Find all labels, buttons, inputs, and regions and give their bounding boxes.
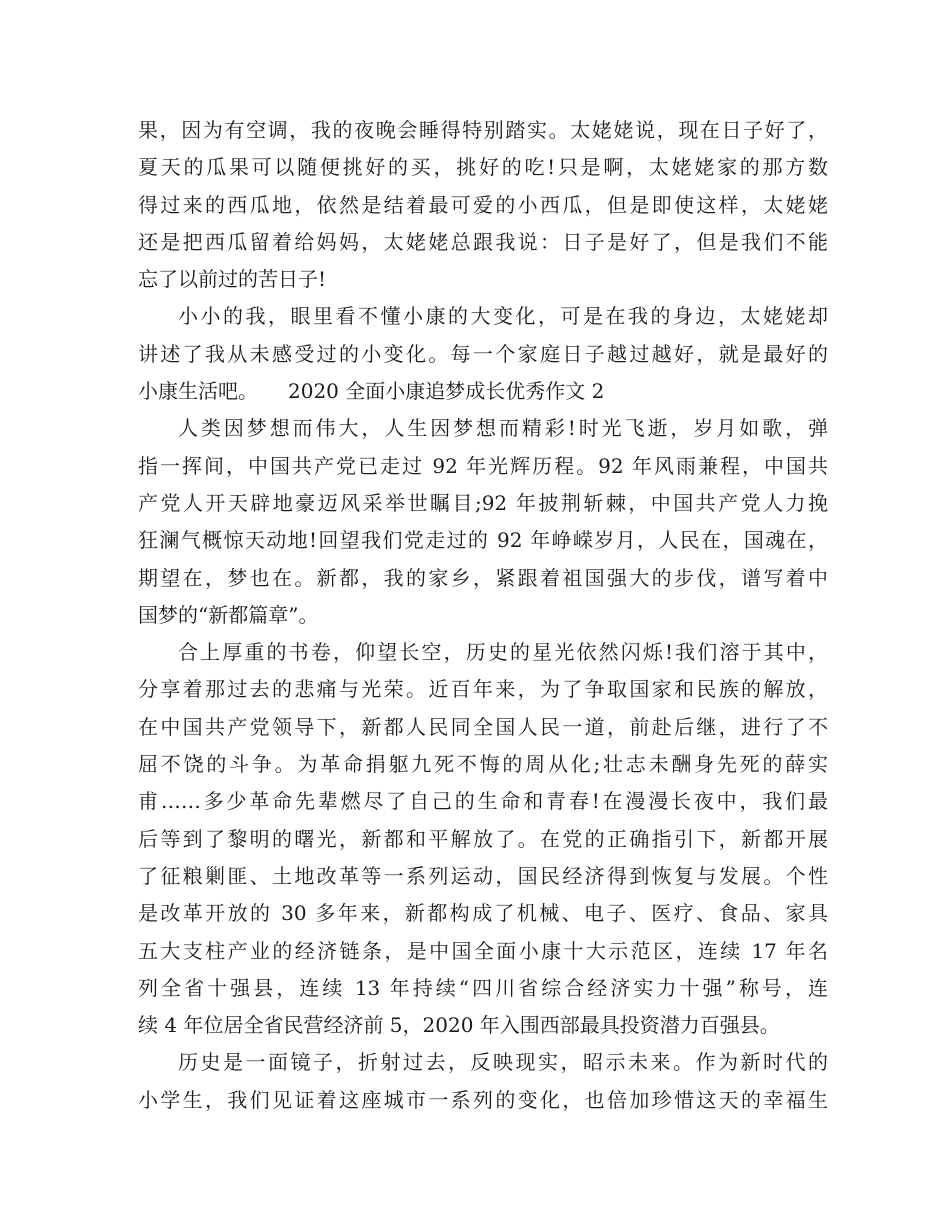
text-line: 甫……多少革命先辈燃尽了自己的生命和青春!在漫漫长夜中，我们最 [138, 789, 828, 814]
text-line: 屈不饶的斗争。为革命捐躯九死不悔的周从化;壮志未酬身先死的薛实 [138, 752, 828, 777]
text-line: 小小的我，眼里看不懂小康的大变化，可是在我的身边，太姥姥却 [178, 304, 828, 329]
text-line: 了征粮剿匪、土地改革等一系列运动，国民经济得到恢复与发展。个性 [138, 863, 828, 888]
text-line: 狂澜气概惊天动地!回望我们党走过的 92 年峥嵘岁月，人民在，国魂在， [138, 528, 828, 553]
text-line: 合上厚重的书卷，仰望长空，历史的星光依然闪烁!我们溶于其中， [178, 640, 828, 665]
document-body-text [138, 112, 828, 1119]
text-line: 小学生，我们见证着这座城市一系列的变化，也倍加珍惜这天的幸福生 [138, 1087, 828, 1112]
text-line: 国梦的“新都篇章”。 [138, 602, 319, 627]
text-line: 夏天的瓜果可以随便挑好的买，挑好的吃!只是啊，太姥姥家的那方数 [138, 155, 828, 180]
text-line: 在中国共产党领导下，新都人民同全国人民一道，前赴后继，进行了不 [138, 714, 828, 739]
text-line: 期望在，梦也在。新都，我的家乡，紧跟着祖国强大的步伐，谱写着中 [138, 565, 828, 590]
text-line: 果，因为有空调，我的夜晚会睡得特别踏实。太姥姥说，现在日子好了， [138, 118, 828, 142]
text-line: 指一挥间，中国共产党已走过 92 年光辉历程。92 年风雨兼程，中国共 [138, 453, 828, 478]
text-line: 后等到了黎明的曙光，新都和平解放了。在党的正确指引下，新都开展 [138, 826, 828, 851]
text-line: 讲述了我从未感受过的小变化。每一个家庭日子越过越好，就是最好的 [138, 341, 828, 366]
text-line: 是改革开放的 30 多年来，新都构成了机械、电子、医疗、食品、家具 [138, 901, 828, 926]
text-line: 还是把西瓜留着给妈妈，太姥姥总跟我说：日子是好了，但是我们不能 [138, 229, 828, 254]
text-line: 分享着那过去的悲痛与光荣。近百年来，为了争取国家和民族的解放， [138, 677, 828, 702]
text-line: 忘了以前过的苦日子! [138, 267, 327, 292]
text-line: 产党人开天辟地豪迈风采举世瞩目;92 年披荆斩棘，中国共产党人力挽 [138, 490, 828, 515]
text-line: 续 4 年位居全省民营经济前 5，2020 年入围西部最具投资潜力百强县。 [138, 1013, 780, 1038]
text-line: 历史是一面镜子，折射过去，反映现实，昭示未来。作为新时代的 [178, 1050, 828, 1075]
text-line: 人类因梦想而伟大，人生因梦想而精彩!时光飞逝，岁月如歌，弹 [178, 416, 828, 441]
text-line: 得过来的西瓜地，依然是结着最可爱的小西瓜，但是即使这样，太姥姥 [138, 192, 828, 217]
text-line: 五大支柱产业的经济链条，是中国全面小康十大示范区，连续 17 年名 [138, 938, 828, 963]
text-line: 小康生活吧。 2020 全面小康追梦成长优秀作文 2 [138, 379, 605, 404]
text-line: 列全省十强县，连续 13 年持续“四川省综合经济实力十强”称号，连 [138, 975, 828, 1000]
